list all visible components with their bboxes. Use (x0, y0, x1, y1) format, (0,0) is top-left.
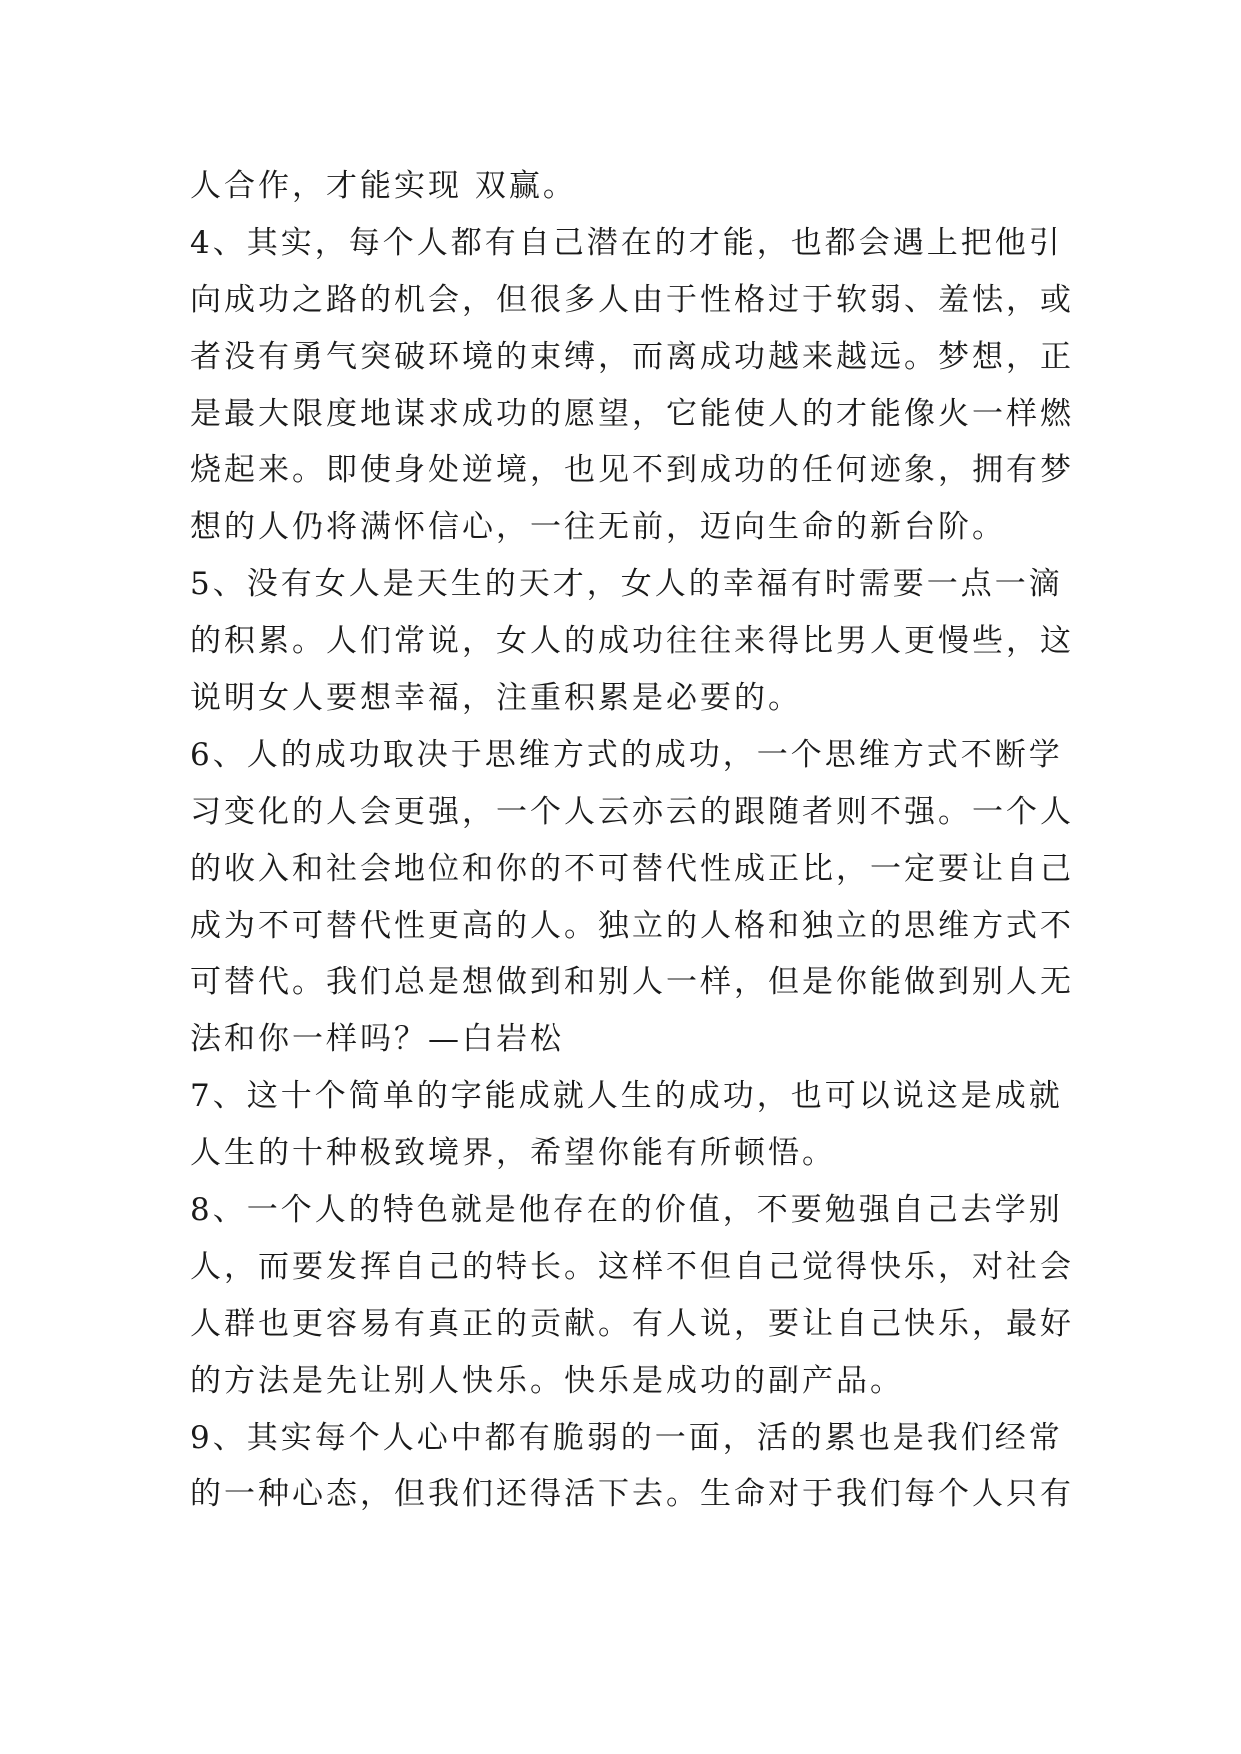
text-line: 习变化的人会更强，一个人云亦云的跟随者则不强。一个人 (190, 793, 1074, 830)
text-line: 8、一个人的特色就是他存在的价值，不要勉强自己去学别 (190, 1192, 1063, 1229)
body-text (190, 158, 1074, 1523)
text-line: 向成功之路的机会，但很多人由于性格过于软弱、羞怯，或 (190, 281, 1074, 318)
text-line: 人生的十种极致境界，希望你能有所顿悟。 (190, 1135, 836, 1172)
text-line: 6、人的成功取决于思维方式的成功，一个思维方式不断学 (190, 736, 1063, 773)
text-line: 7、这十个简单的字能成就人生的成功，也可以说这是成就 (190, 1078, 1063, 1115)
text-line: 4、其实，每个人都有自己潜在的才能，也都会遇上把他引 (190, 224, 1063, 261)
text-line: 是最大限度地谋求成功的愿望，它能使人的才能像火一样燃 (190, 395, 1074, 432)
text-line: 9、其实每个人心中都有脆弱的一面，活的累也是我们经常 (190, 1419, 1063, 1456)
text-line: 人群也更容易有真正的贡献。有人说，要让自己快乐，最好 (190, 1305, 1074, 1342)
text-line: 的积累。人们常说，女人的成功往往来得比男人更慢些，这 (190, 623, 1074, 660)
text-line: 的一种心态，但我们还得活下去。生命对于我们每个人只有 (190, 1476, 1074, 1513)
text-line: 的收入和社会地位和你的不可替代性成正比，一定要让自己 (190, 850, 1074, 887)
text-line: 烧起来。即使身处逆境，也见不到成功的任何迹象，拥有梦 (190, 452, 1074, 489)
text-line: 说明女人要想幸福，注重积累是必要的。 (190, 680, 802, 717)
text-line: 成为不可替代性更高的人。独立的人格和独立的思维方式不 (190, 907, 1074, 944)
text-line: 的方法是先让别人快乐。快乐是成功的副产品。 (190, 1362, 904, 1399)
text-line: 法和你一样吗？—白岩松 (190, 1021, 564, 1058)
text-line: 想的人仍将满怀信心，一往无前，迈向生命的新台阶。 (190, 509, 1006, 546)
text-line: 5、没有女人是天生的天才，女人的幸福有时需要一点一滴 (190, 566, 1063, 603)
text-line: 可替代。我们总是想做到和别人一样，但是你能做到别人无 (190, 964, 1074, 1001)
text-line: 人合作，才能实现 双赢。 (190, 168, 577, 204)
text-line: 者没有勇气突破环境的束缚，而离成功越来越远。梦想，正 (190, 338, 1074, 375)
text-line: 人，而要发挥自己的特长。这样不但自己觉得快乐，对社会 (190, 1248, 1074, 1285)
